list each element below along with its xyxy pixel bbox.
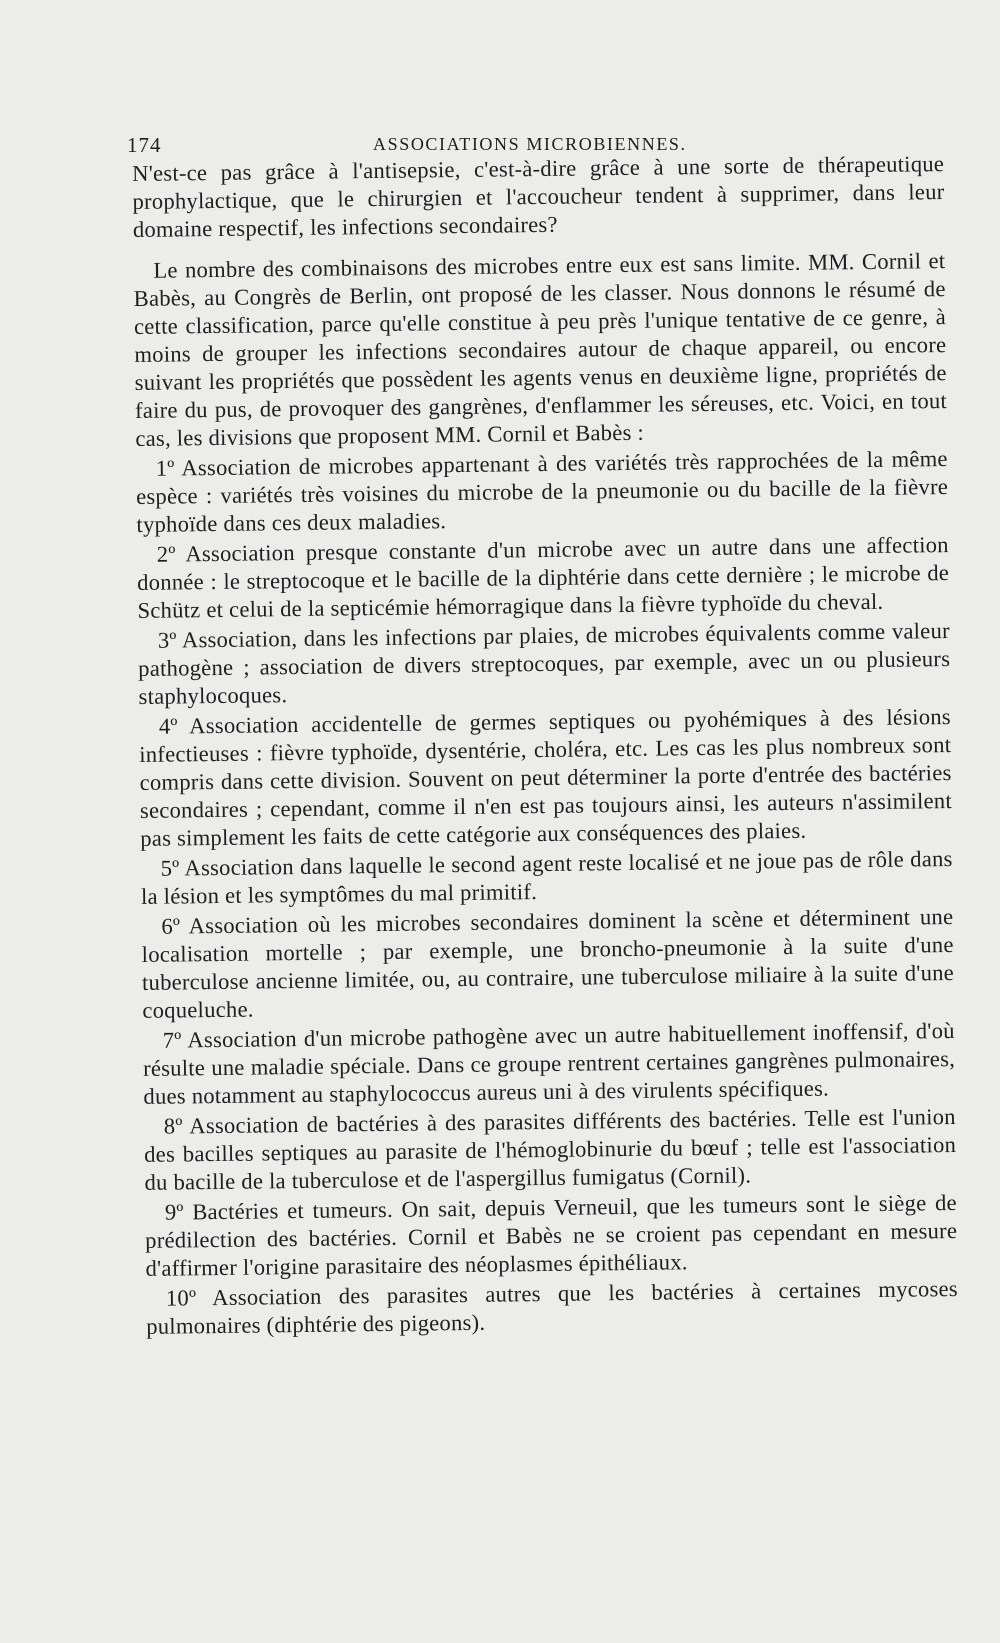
list-item-7: 7º Association d'un microbe pathogène avec un autre habituellement inoffensif, d'où résulte une maladie spéciale. Dans ce groupe rentrent certaines gangrènes pulmonaires, dues notamment au staphylococcus aureus uni à des virulents spécifiques. [142, 1018, 956, 1109]
running-title: ASSOCIATIONS MICROBIENNES. [373, 134, 687, 154]
list-item-1: 1º Association de microbes appartenant à des variétés très rapprochées de la même espèce : variétés très voisines du microbe de la pneumonie ou du bacille de la fièvre typhoïde dans ces deux maladies. [135, 446, 949, 537]
list-item-2: 2º Association presque constante d'un microbe avec un autre dans une affection donnée : le streptocoque et le bacille de la diphtérie dans cette dernière ; le microbe de Schütz et celui de la septicémie hémorragique dans la fièvre typhoïde du cheval. [137, 532, 950, 623]
list-item-6: 6º Association où les microbes secondaires dominent la scène et déterminent une localisation mortelle ; par exemple, une broncho-pneumonie à la suite d'une tuberculose ancienne limitée, ou, au contraire, une tuberculose miliaire à la suite d'une coqueluche. [141, 904, 955, 1023]
list-item-4: 4º Association accidentelle de germes septiques ou pyohémiques à des lésions infectieuses : fièvre typhoïde, dysentérie, choléra, etc. Les cas les plus nombreux sont compris dans cette division. Souvent on peut déterminer la porte d'entrée des bactéries secondaires ; cependant, comme il n'en est pas toujours ainsi, les auteurs n'assimilent pas simplement les faits de cette catégorie aux conséquences des plaies. [139, 704, 953, 851]
list-item-5: 5º Association dans laquelle le second agent reste localisé et ne joue pas de rôle dans la lésion et les symptômes du mal primitif. [140, 846, 953, 909]
list-item-9: 9º Bactéries et tumeurs. On sait, depuis Verneuil, que les tumeurs sont le siège de prédilection des bactéries. Cornil et Babès ne se croient pas cependant en mesure d'affirmer l'origine parasitaire des néoplasmes épithéliaux. [145, 1190, 958, 1281]
list-item-8: 8º Association de bactéries à des parasites différents des bactéries. Telle est l'union des bacilles septiques au parasite de l'hémoglobinurie du bœuf ; telle est l'association du bacille de la tuberculose et de l'aspergillus fumigatus (Cornil). [143, 1104, 957, 1195]
list-item-3: 3º Association, dans les infections par plaies, de microbes équivalents comme valeur pathogène ; association de divers streptocoques, par exemple, avec un ou plusieurs staphylocoques. [138, 618, 951, 709]
body-text [132, 150, 958, 1341]
paragraph-intro: N'est-ce pas grâce à l'antisepsie, c'est-à-dire grâce à une sorte de thérapeutique prophylactique, que le chirurgien et l'accoucheur tendent à supprimer, dans leur domaine respectif, les infections secondaires? [132, 151, 945, 242]
list-item-10: 10º Association des parasites autres que les bactéries à certaines mycoses pulmonaires (diphtérie des pigeons). [146, 1275, 959, 1339]
page-number: 174 [127, 133, 162, 157]
paragraph-classification: Le nombre des combinaisons des microbes entre eux est sans limite. MM. Cornil et Babès, au Congrès de Berlin, ont proposé de les classer. Nous donnons le résumé de cette classification, parce qu'elle constitue à peu près l'unique tentative de ce genre, à moins de grouper les infections secondaires autour de chaque appareil, ou encore suivant les propriétés que possèdent les agents venus en deuxième ligne, propriétés de faire du pus, de provoquer des gangrènes, d'enflammer les séreuses, etc. Voici, en tout cas, les divisions que proposent MM. Cornil et Babès : [133, 248, 948, 451]
